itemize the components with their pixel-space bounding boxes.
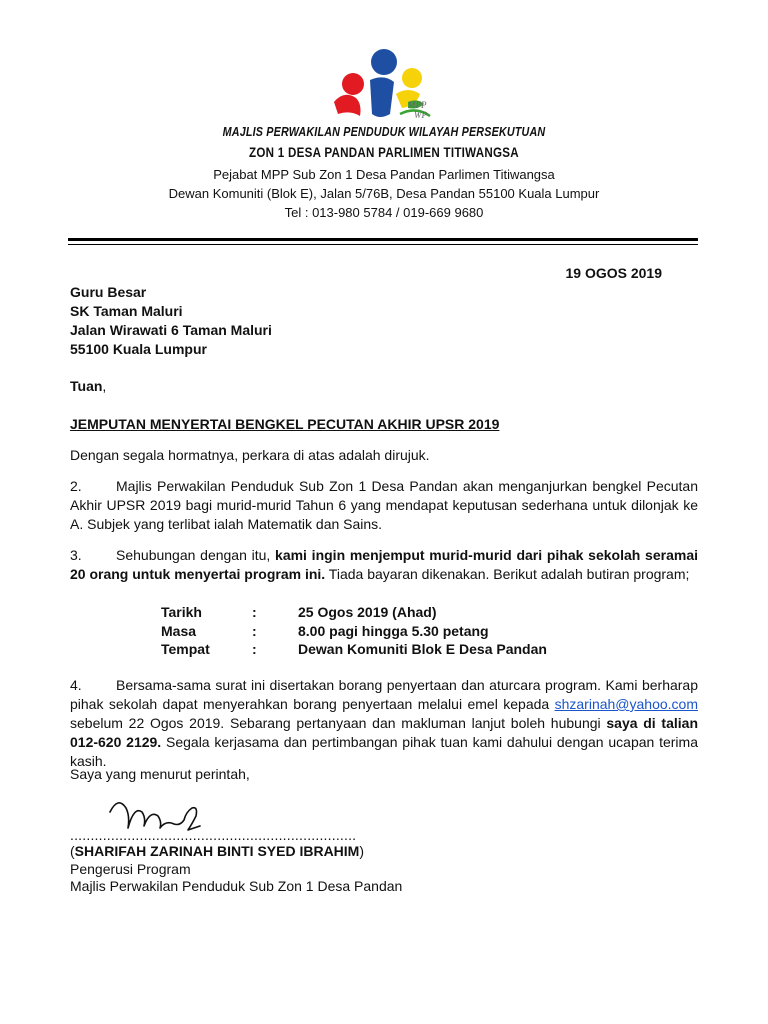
paragraph-4 (70, 676, 698, 771)
signatory-name-text: SHARIFAH ZARINAH BINTI SYED IBRAHIM (74, 843, 360, 859)
logo-text-wp: WP (414, 110, 427, 120)
detail-label-date: Tarikh (161, 604, 202, 620)
paragraph-3 (70, 546, 698, 584)
detail-label-venue: Tempat (161, 641, 210, 657)
signature-dotted-line: ...................................................................... (70, 827, 357, 843)
letter-subject: JEMPUTAN MENYERTAI BENGKEL PECUTAN AKHIR UPSR 2019 (70, 416, 500, 432)
paragraph-text: sebelum 22 Ogos 2019. Sebarang pertanyaan dan makluman lanjut boleh hubungi (70, 715, 607, 731)
paragraph-2 (70, 477, 698, 534)
office-phone: Tel : 013-980 5784 / 019-669 9680 (284, 205, 484, 220)
email-link[interactable]: shzarinah@yahoo.com (554, 696, 698, 712)
paragraph-text: Segala kerjasama dan pertimbangan pihak tuan kami dahului dengan ucapan terima kasih. (70, 734, 698, 769)
office-name: Pejabat MPP Sub Zon 1 Desa Pandan Parlimen Titiwangsa (213, 167, 555, 182)
paragraph-bold-text: kami ingin menjemput murid-murid dari pihak sekolah seramai 20 orang untuk menyertai program ini. (70, 547, 698, 582)
paragraph-bold-text: saya di talian 012-620 2129. (70, 715, 699, 750)
office-address: Dewan Komuniti (Blok E), Jalan 5/76B, Desa Pandan 55100 Kuala Lumpur (168, 186, 600, 201)
closing-line: Saya yang menurut perintah, (70, 766, 250, 782)
salutation-punct: , (102, 378, 107, 394)
salutation-word: Tuan (70, 378, 103, 394)
paragraph-text: Sehubungan dengan itu, (116, 547, 276, 563)
detail-value-time: 8.00 pagi hingga 5.30 petang (298, 623, 489, 639)
detail-value-venue: Dewan Komuniti Blok E Desa Pandan (298, 641, 547, 657)
org-name-line1: MAJLIS PERWAKILAN PENDUDUK WILAYAH PERSEKUTUAN (222, 125, 546, 139)
opening-paragraph: Dengan segala hormatnya, perkara di atas adalah dirujuk. (70, 447, 430, 463)
recipient-line: SK Taman Maluri (70, 303, 183, 319)
paragraph-number: 3. (70, 547, 82, 563)
paragraph-text: Bersama-sama surat ini disertakan borang penyertaan dan aturcara program. Kami berharap pihak sekolah dapat menyerahkan borang penyertaan melalui emel kepada (70, 677, 698, 712)
letter-date: 19 OGOS 2019 (565, 265, 662, 281)
paragraph-text: Majlis Perwakilan Penduduk Sub Zon 1 Desa Pandan akan menganjurkan bengkel Pecutan Akhir UPSR 2019 bagi murid-murid Tahun 6 yang mendapat keputusan sederhana untuk dilonjak ke A. Subjek yang terlibat ialah Matematik dan Sains. (70, 478, 698, 532)
detail-separator: : (252, 641, 257, 657)
paragraph-number: 4. (70, 677, 82, 693)
recipient-line: Jalan Wirawati 6 Taman Maluri (70, 322, 272, 338)
org-name-line2: ZON 1 DESA PANDAN PARLIMEN TITIWANGSA (249, 145, 519, 160)
salutation (70, 377, 106, 396)
paragraph-text: Tiada bayaran dikenakan. Berikut adalah butiran program; (325, 566, 690, 582)
paren-close: ) (359, 843, 365, 859)
paragraph-number: 2. (70, 478, 82, 494)
recipient-line: 55100 Kuala Lumpur (70, 341, 207, 357)
detail-label-time: Masa (161, 623, 197, 639)
header-rule-thin (68, 244, 698, 245)
detail-separator: : (252, 604, 257, 620)
signatory-organization: Majlis Perwakilan Penduduk Sub Zon 1 Desa Pandan (70, 878, 403, 894)
header-rule-thick (68, 238, 698, 241)
signatory-name (70, 842, 364, 861)
detail-value-date: 25 Ogos 2019 (Ahad) (298, 604, 437, 620)
paren-open: ( (70, 843, 75, 859)
logo-text-mpp: MPP (408, 100, 427, 110)
recipient-line: Guru Besar (70, 284, 147, 300)
detail-separator: : (252, 623, 257, 639)
signatory-title: Pengerusi Program (70, 861, 191, 877)
